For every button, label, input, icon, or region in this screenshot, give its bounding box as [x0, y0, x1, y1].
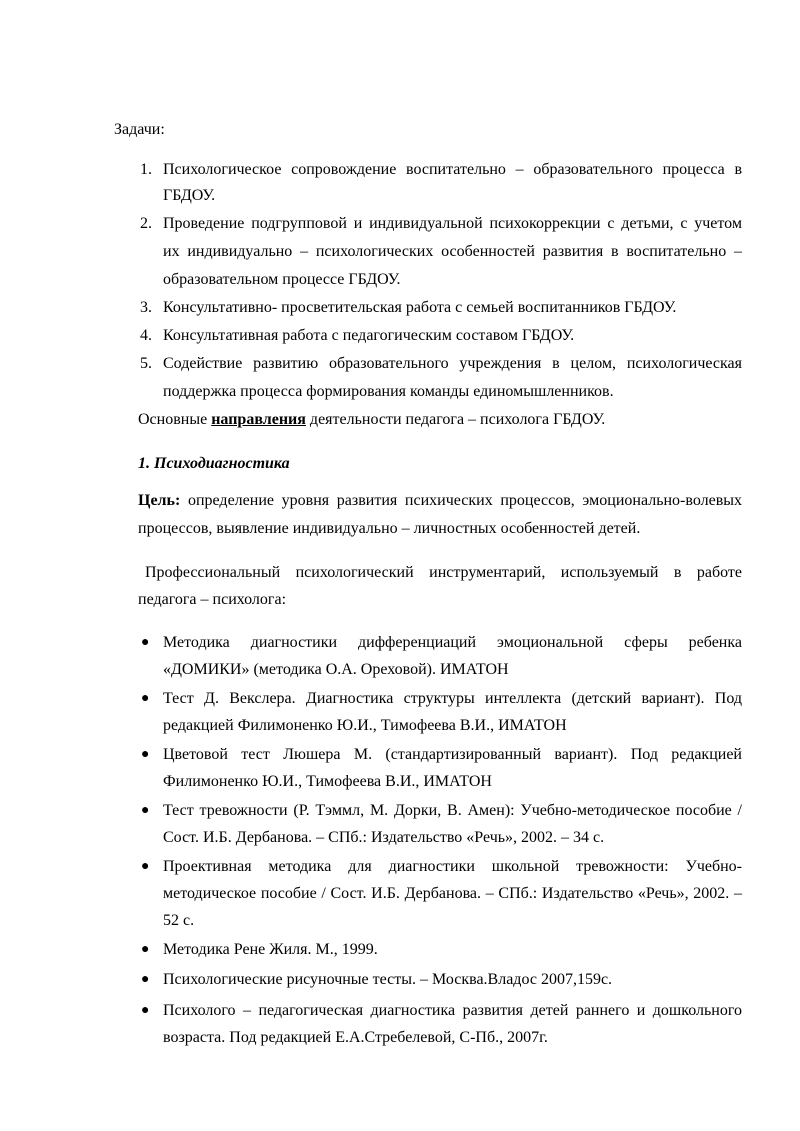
- tool-6-line-1: Методика Рене Жиля. М., 1999.: [163, 941, 378, 958]
- tool-3-line-1: Цветовой тест Люшера М. (стандартизированный вариант). Под редакцией: [163, 746, 742, 763]
- bullet-icon: ●: [141, 691, 150, 706]
- bullet-icon: ●: [141, 1003, 150, 1018]
- task-5-line-1: Содействие развитию образовательного учреждения в целом, психологическая: [163, 355, 742, 372]
- task-1-number: 1.: [140, 161, 152, 178]
- task-2-number: 2.: [140, 215, 152, 232]
- task-4-number: 4.: [140, 327, 152, 344]
- tool-8-line-2: возраста. Под редакцией Е.А.Стребелевой, С-Пб., 2007г.: [163, 1029, 548, 1046]
- tool-8-line-1: Психолого – педагогическая диагностика развития детей раннего и дошкольного: [163, 1002, 742, 1019]
- directions-paragraph: [138, 410, 605, 430]
- tool-2-line-2: редакцией Филимоненко Ю.И., Тимофеева В.И., ИМАТОН: [163, 717, 567, 734]
- bullet-icon: ●: [141, 942, 150, 957]
- bullet-icon: ●: [141, 803, 150, 818]
- bullet-icon: ●: [141, 972, 150, 987]
- task-5-number: 5.: [140, 355, 152, 372]
- task-2-line-2: их индивидуально – психологических особенностей развития в воспитательно –: [163, 243, 742, 260]
- tool-4-line-1: Тест тревожности (Р. Тэммл, М. Дорки, В. Амен): Учебно-методическое пособие /: [163, 802, 742, 819]
- goal-line-1: [138, 491, 742, 511]
- directions-post: деятельности педагога – психолога ГБДОУ.: [305, 411, 606, 428]
- bullet-icon: ●: [141, 747, 150, 762]
- bullet-icon: ●: [141, 859, 150, 874]
- directions-pre: Основные: [138, 411, 212, 428]
- tool-1-line-1: Методика диагностики дифференциаций эмоциональной сферы ребенка: [163, 634, 742, 651]
- tool-2-line-1: Тест Д. Векслера. Диагностика структуры интеллекта (детский вариант). Под: [163, 690, 742, 707]
- goal-line-2: процессов, выявление индивидуально – личностных особенностей детей.: [138, 520, 641, 537]
- tool-5-line-3: 52 с.: [163, 912, 195, 929]
- task-1-line-1: Психологическое сопровождение воспитательно – образовательного процесса в: [163, 161, 742, 178]
- tool-7-line-1: Психологические рисуночные тесты. – Москва.Владос 2007,159с.: [163, 971, 613, 988]
- tasks-heading: Задачи:: [114, 121, 165, 138]
- task-1-line-2: ГБДОУ.: [163, 187, 216, 204]
- task-2-line-1: Проведение подгрупповой и индивидуальной психокоррекции с детьми, с учетом: [163, 215, 742, 232]
- task-3-number: 3.: [140, 299, 152, 316]
- task-3-line-1: Консультативно- просветительская работа с семьей воспитанников ГБДОУ.: [163, 299, 677, 316]
- task-4-line-1: Консультативная работа с педагогическим составом ГБДОУ.: [163, 327, 575, 344]
- section-title: 1. Психодиагностика: [138, 455, 290, 472]
- goal-label: Цель:: [138, 492, 181, 509]
- tool-1-line-2: «ДОМИКИ» (методика О.А. Ореховой). ИМАТОН: [163, 661, 509, 678]
- tool-3-line-2: Филимоненко Ю.И., Тимофеева В.И., ИМАТОН: [163, 773, 492, 790]
- tools-intro-line-2: педагога – психолога:: [138, 591, 287, 608]
- tool-5-line-1: Проективная методика для диагностики школьной тревожности: Учебно-: [163, 858, 742, 875]
- directions-bold: направления: [211, 411, 306, 428]
- goal-text-1: определение уровня развития психических процессов, эмоционально-волевых: [180, 492, 742, 509]
- tools-intro-line-1: Профессиональный психологический инструментарий, используемый в работе: [145, 564, 742, 581]
- tool-4-line-2: Сост. И.Б. Дербанова. – СПб.: Издательство «Речь», 2002. – 34 с.: [163, 829, 605, 846]
- task-5-line-2: поддержка процесса формирования команды единомышленников.: [163, 383, 614, 400]
- bullet-icon: ●: [141, 635, 150, 650]
- task-2-line-3: образовательном процессе ГБДОУ.: [163, 271, 401, 288]
- tool-5-line-2: методическое пособие / Сост. И.Б. Дербанова. – СПб.: Издательство «Речь», 2002. –: [163, 885, 742, 902]
